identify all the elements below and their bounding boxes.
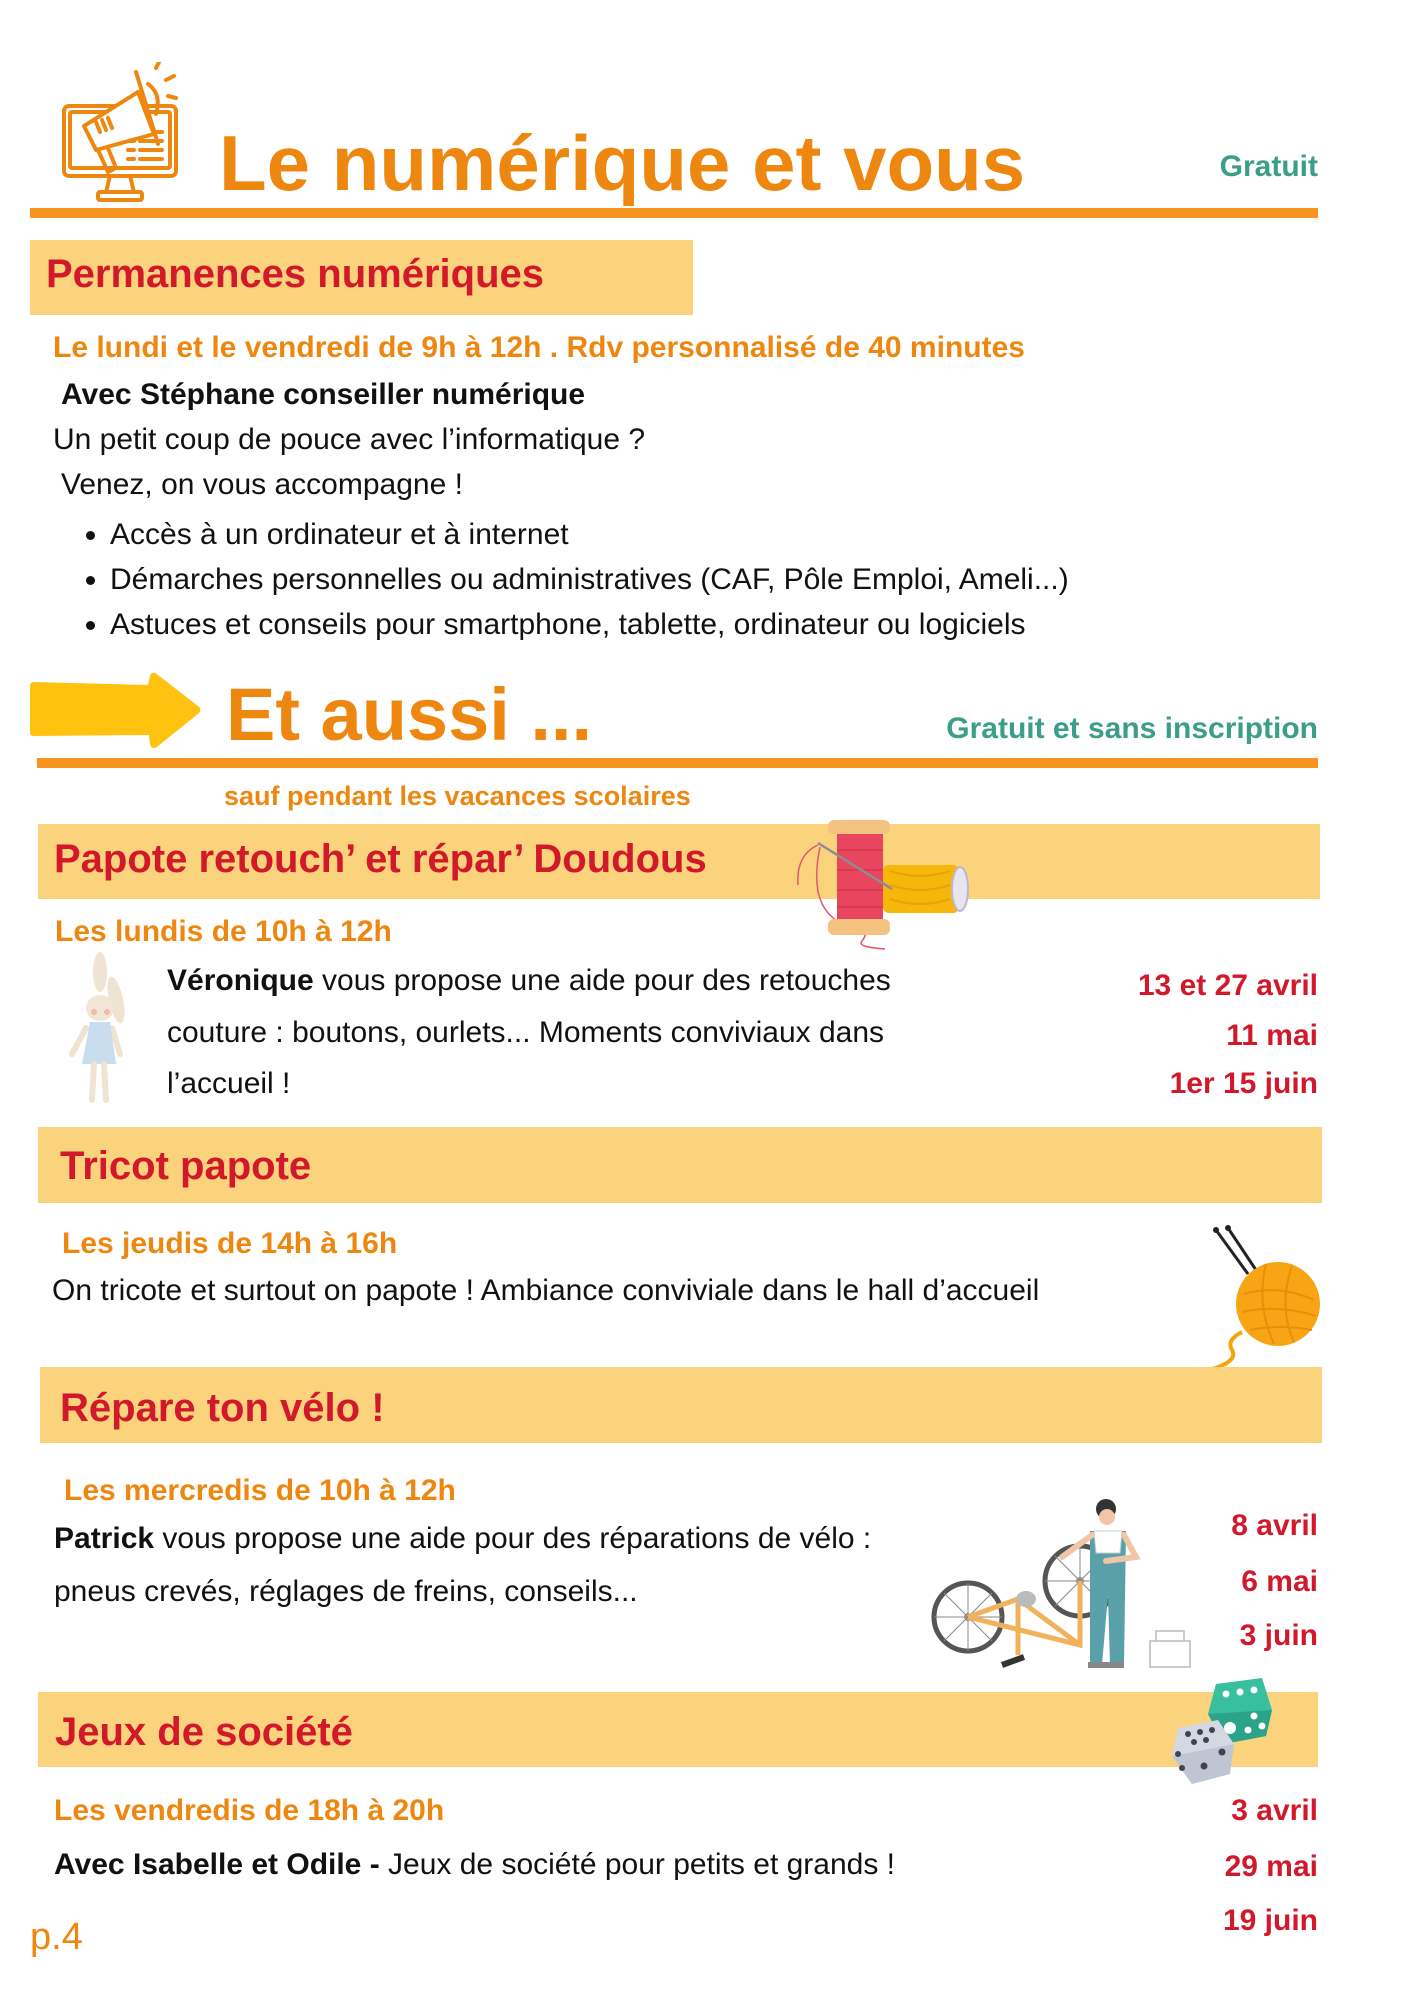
bunny-plush-icon: [66, 950, 134, 1110]
title-divider: [30, 208, 1318, 218]
papote-date: 13 et 27 avril: [1137, 969, 1318, 1002]
section-title-also: Et aussi ...: [226, 673, 593, 756]
jeux-text: Jeux de société pour petits et grands !: [379, 1848, 896, 1881]
section-title-velo: Répare ton vélo !: [60, 1386, 385, 1430]
thread-spool-icon: [790, 815, 970, 955]
jeux-line: [54, 1850, 895, 1880]
list-item: • Accès à un ordinateur et à internet: [110, 512, 1069, 557]
also-price-badge: Gratuit et sans inscription: [946, 712, 1318, 745]
permanences-host: Avec Stéphane conseiller numérique: [61, 378, 586, 411]
papote-date: 11 mai: [1226, 1019, 1318, 1052]
papote-host: Véronique: [167, 964, 314, 997]
velo-date: 3 juin: [1239, 1619, 1318, 1652]
velo-line-1: [54, 1524, 871, 1554]
tricot-text: On tricote et surtout on papote ! Ambiance conviviale dans le hall d’accueil: [52, 1274, 1040, 1307]
page-title: Le numérique et vous: [219, 119, 1026, 207]
price-badge: Gratuit: [1219, 150, 1318, 183]
jeux-host: Avec Isabelle et Odile -: [54, 1848, 380, 1881]
also-note: sauf pendant les vacances scolaires: [224, 781, 691, 811]
velo-line-2: pneus crevés, réglages de freins, conseils...: [54, 1575, 638, 1608]
velo-line-1-text: vous propose une aide pour des réparations de vélo :: [154, 1522, 872, 1555]
megaphone-monitor-icon: [56, 62, 184, 204]
section-title-tricot: Tricot papote: [60, 1144, 312, 1188]
jeux-date: 19 juin: [1222, 1904, 1318, 1937]
permanences-schedule: Le lundi et le vendredi de 9h à 12h . Rdv personnalisé de 40 minutes: [53, 331, 1025, 364]
section-title-papote: Papote retouch’ et répar’ Doudous: [54, 837, 707, 881]
papote-line-1-text: vous propose une aide pour des retouches: [313, 964, 891, 997]
tricot-schedule: Les jeudis de 14h à 16h: [62, 1227, 398, 1260]
yarn-ball-icon: [1196, 1222, 1326, 1372]
page-number: p.4: [30, 1916, 83, 1958]
also-divider: [37, 758, 1318, 768]
papote-date: 1er 15 juin: [1169, 1067, 1318, 1100]
papote-line-3: l’accueil !: [167, 1067, 291, 1100]
bike-repair-icon: [930, 1495, 1200, 1675]
velo-date: 6 mai: [1241, 1565, 1318, 1598]
papote-schedule: Les lundis de 10h à 12h: [55, 915, 392, 948]
permanences-intro-2: Venez, on vous accompagne !: [61, 468, 463, 501]
list-item: • Démarches personnelles ou administratives (CAF, Pôle Emploi, Ameli...): [110, 557, 1069, 602]
velo-date: 8 avril: [1231, 1509, 1318, 1542]
velo-schedule: Les mercredis de 10h à 12h: [64, 1474, 456, 1507]
jeux-date: 29 mai: [1224, 1850, 1318, 1883]
papote-line-1: [167, 966, 891, 996]
velo-host: Patrick: [54, 1522, 155, 1555]
dice-icon: [1168, 1674, 1278, 1786]
jeux-date: 3 avril: [1231, 1794, 1318, 1827]
permanences-bullet-list: [72, 512, 1069, 647]
arrow-right-icon: [28, 672, 203, 750]
papote-line-2: couture : boutons, ourlets... Moments conviviaux dans: [167, 1016, 885, 1049]
list-item: • Astuces et conseils pour smartphone, tablette, ordinateur ou logiciels: [110, 602, 1069, 647]
section-title-jeux: Jeux de société: [55, 1710, 353, 1754]
permanences-intro-1: Un petit coup de pouce avec l’informatique ?: [53, 423, 646, 456]
section-title-permanences: Permanences numériques: [46, 252, 544, 296]
jeux-schedule: Les vendredis de 18h à 20h: [54, 1794, 445, 1827]
